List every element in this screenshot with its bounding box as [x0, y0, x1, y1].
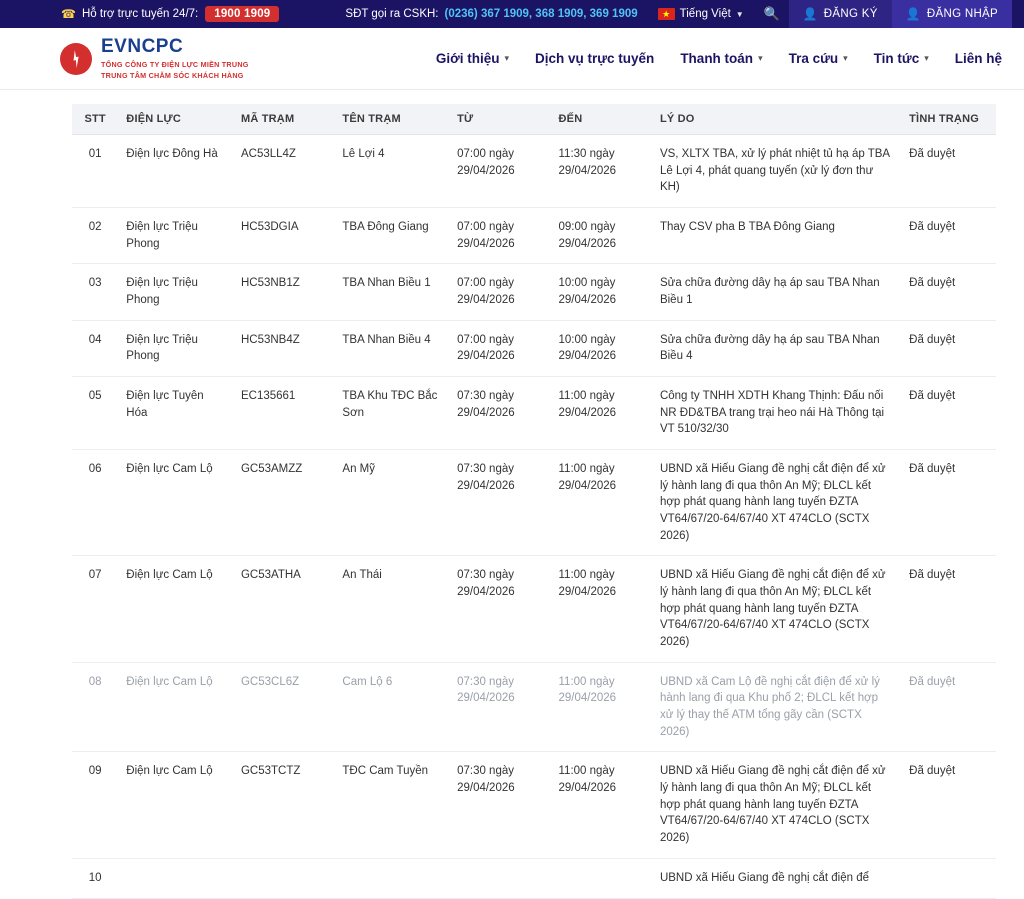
col-header-stt[interactable]: STT [72, 104, 118, 135]
language-label: Tiếng Việt [679, 8, 731, 20]
cell-ma-tram: EC135661 [233, 377, 334, 450]
table-body [72, 135, 996, 899]
nav-item-lien-he[interactable] [955, 51, 1002, 66]
cell-ma-tram: HC53NB1Z [233, 264, 334, 320]
vietnam-flag-icon: ★ [658, 8, 675, 20]
cell-ly-do: UBND xã Hiếu Giang đề nghị cắt điện để xử lý hành lang đi qua thôn An Mỹ; ĐLCL kết hợp phát quang hành lang tuyến ĐZTA VT64/67/20-64/67/40 XT 474CLO (SCTX 2026) [652, 450, 901, 556]
cell-tinh-trang: Đã duyệt [901, 556, 996, 662]
cskh-label: SĐT gọi ra CSKH: [345, 8, 439, 20]
cell-ma-tram: GC53CL6Z [233, 662, 334, 752]
col-header-dien-luc[interactable]: ĐIỆN LỰC [118, 104, 233, 135]
cell-tu: 07:00 ngày 29/04/2026 [449, 320, 550, 376]
table-row[interactable] [72, 858, 996, 898]
cell-stt: 02 [72, 208, 118, 264]
search-icon[interactable]: 🔍 [763, 6, 780, 21]
nav-label: Tra cứu [788, 51, 839, 66]
cell-stt: 09 [72, 752, 118, 858]
outage-schedule-table-area [0, 90, 1024, 899]
cell-ten-tram: An Thái [334, 556, 449, 662]
cell-tinh-trang: Đã duyệt [901, 320, 996, 376]
cell-dien-luc: Điện lực Triệu Phong [118, 208, 233, 264]
cell-den: 09:00 ngày 29/04/2026 [551, 208, 652, 264]
cell-den: 10:00 ngày 29/04/2026 [551, 320, 652, 376]
support-block [62, 6, 279, 22]
cell-tinh-trang: Đã duyệt [901, 662, 996, 752]
col-header-ten-tram[interactable]: TÊN TRẠM [334, 104, 449, 135]
register-button[interactable] [789, 0, 892, 28]
cell-tinh-trang: Đã duyệt [901, 377, 996, 450]
table-row[interactable] [72, 556, 996, 662]
cell-dien-luc: Điện lực Cam Lộ [118, 662, 233, 752]
brand-subtitle-1: TỔNG CÔNG TY ĐIỆN LỰC MIỀN TRUNG [101, 60, 249, 69]
cell-tinh-trang: Đã duyệt [901, 264, 996, 320]
cell-den: 11:00 ngày 29/04/2026 [551, 556, 652, 662]
main-nav [436, 51, 1002, 66]
cell-stt: 04 [72, 320, 118, 376]
chevron-down-icon: ▾ [924, 53, 929, 63]
nav-item-tin-tuc[interactable] [874, 51, 929, 66]
nav-label: Tin tức [873, 51, 920, 66]
cell-ly-do: VS, XLTX TBA, xử lý phát nhiệt tủ hạ áp TBA Lê Lợi 4, phát quang tuyến (xử lý đơn thư KH) [652, 135, 901, 208]
col-header-den[interactable]: ĐẾN [551, 104, 652, 135]
nav-label: Dịch vụ trực tuyến [535, 51, 655, 66]
cell-ten-tram [334, 858, 449, 898]
table-row[interactable] [72, 752, 996, 858]
cell-ly-do: Thay CSV pha B TBA Đông Giang [652, 208, 901, 264]
cell-stt: 06 [72, 450, 118, 556]
table-row[interactable] [72, 662, 996, 752]
cell-ly-do: UBND xã Hiếu Giang đề nghị cắt điện để xử lý hành lang đi qua thôn An Mỹ; ĐLCL kết hợp phát quang hành lang tuyến ĐZTA VT64/67/20-64/67/40 XT 474CLO (SCTX 2026) [652, 556, 901, 662]
cell-dien-luc: Điện lực Triệu Phong [118, 320, 233, 376]
cell-dien-luc: Điện lực Cam Lộ [118, 752, 233, 858]
cell-ten-tram: Lê Lợi 4 [334, 135, 449, 208]
cell-ma-tram: AC53LL4Z [233, 135, 334, 208]
table-row[interactable] [72, 264, 996, 320]
cell-ma-tram: GC53ATHA [233, 556, 334, 662]
col-header-tinh-trang[interactable]: TÌNH TRẠNG [901, 104, 996, 135]
col-header-tu[interactable]: TỪ [449, 104, 550, 135]
cell-dien-luc [118, 858, 233, 898]
chevron-down-icon: ▾ [758, 53, 763, 63]
table-row[interactable] [72, 135, 996, 208]
cell-tu [449, 858, 550, 898]
cell-ma-tram: GC53TCTZ [233, 752, 334, 858]
cell-ten-tram: TBA Khu TĐC Bắc Sơn [334, 377, 449, 450]
cell-ly-do: Sửa chữa đường dây hạ áp sau TBA Nhan Biều 4 [652, 320, 901, 376]
nav-label: Liên hệ [954, 51, 1002, 66]
cell-tu: 07:30 ngày 29/04/2026 [449, 752, 550, 858]
logo[interactable] [60, 37, 249, 80]
cell-ma-tram: HC53DGIA [233, 208, 334, 264]
cell-tu: 07:30 ngày 29/04/2026 [449, 377, 550, 450]
nav-item-gioi-thieu[interactable] [436, 51, 509, 66]
cell-den: 11:30 ngày 29/04/2026 [551, 135, 652, 208]
cell-ly-do: Công ty TNHH XDTH Khang Thịnh: Đấu nối NR ĐD&TBA trang trại heo nái Hà Thông tại VT 510/32/30 [652, 377, 901, 450]
cell-tinh-trang: Đã duyệt [901, 208, 996, 264]
cell-den [551, 858, 652, 898]
cell-ten-tram: TBA Nhan Biều 1 [334, 264, 449, 320]
brand-name: EVNCPC [101, 36, 184, 57]
language-switcher[interactable] [658, 8, 744, 20]
cell-tu: 07:00 ngày 29/04/2026 [449, 264, 550, 320]
nav-label: Giới thiệu [435, 51, 500, 66]
cell-ma-tram: GC53AMZZ [233, 450, 334, 556]
cell-stt: 05 [72, 377, 118, 450]
cell-ten-tram: TBA Đông Giang [334, 208, 449, 264]
evncpc-logo-icon [60, 43, 92, 75]
cell-tinh-trang: Đã duyệt [901, 450, 996, 556]
cell-ma-tram: HC53NB4Z [233, 320, 334, 376]
cell-tu: 07:30 ngày 29/04/2026 [449, 556, 550, 662]
cell-den: 11:00 ngày 29/04/2026 [551, 752, 652, 858]
cell-tu: 07:00 ngày 29/04/2026 [449, 135, 550, 208]
nav-label: Thanh toán [680, 51, 754, 66]
cell-tu: 07:30 ngày 29/04/2026 [449, 450, 550, 556]
cell-tinh-trang [901, 858, 996, 898]
support-label: Hỗ trợ trực tuyến 24/7: [82, 8, 199, 20]
chevron-down-icon: ▾ [504, 53, 509, 63]
col-header-ma-tram[interactable]: MÃ TRẠM [233, 104, 334, 135]
utility-topbar [0, 0, 1024, 28]
nav-item-tra-cuu[interactable] [789, 51, 848, 66]
chevron-down-icon: ▾ [843, 53, 848, 63]
cell-den: 11:00 ngày 29/04/2026 [551, 377, 652, 450]
cell-stt: 03 [72, 264, 118, 320]
cell-dien-luc: Điện lực Cam Lộ [118, 556, 233, 662]
topbar-actions [755, 0, 1012, 28]
cell-den: 11:00 ngày 29/04/2026 [551, 450, 652, 556]
cell-dien-luc: Điện lực Triệu Phong [118, 264, 233, 320]
cell-ly-do: UBND xã Cam Lộ đề nghị cắt điện để xử lý hành lang đi qua Khu phố 2; ĐLCL kết hợp xử lý thay thế ATM tổng gãy cần (SCTX 2026) [652, 662, 901, 752]
cell-ten-tram: TĐC Cam Tuyền [334, 752, 449, 858]
cell-den: 10:00 ngày 29/04/2026 [551, 264, 652, 320]
nav-item-dich-vu-truc-tuyen[interactable] [535, 51, 654, 66]
user-plus-icon: 👤 [802, 7, 818, 21]
cell-tinh-trang: Đã duyệt [901, 135, 996, 208]
cell-stt: 01 [72, 135, 118, 208]
table-row[interactable] [72, 208, 996, 264]
nav-item-thanh-toan[interactable] [680, 51, 762, 66]
user-icon: 👤 [905, 7, 921, 21]
cell-ten-tram: An Mỹ [334, 450, 449, 556]
outage-schedule-table [72, 104, 996, 899]
login-button[interactable] [892, 0, 1012, 28]
table-row[interactable] [72, 377, 996, 450]
phone-icon: ☎ [61, 7, 76, 21]
cell-stt: 07 [72, 556, 118, 662]
cell-ly-do: UBND xã Hiếu Giang đề nghị cắt điện để [652, 858, 901, 898]
login-label: ĐĂNG NHẬP [926, 8, 998, 20]
table-header-row [72, 104, 996, 135]
cell-stt: 08 [72, 662, 118, 752]
chevron-down-icon: ▼ [735, 9, 744, 19]
cell-ma-tram [233, 858, 334, 898]
cell-dien-luc: Điện lực Cam Lộ [118, 450, 233, 556]
brand-subtitle-2: TRUNG TÂM CHĂM SÓC KHÁCH HÀNG [101, 71, 244, 80]
site-header [0, 28, 1024, 90]
cell-ly-do: Sửa chữa đường dây hạ áp sau TBA Nhan Biều 1 [652, 264, 901, 320]
register-label: ĐĂNG KÝ [823, 8, 878, 20]
table-row[interactable] [72, 320, 996, 376]
cell-dien-luc: Điện lực Đông Hà [118, 135, 233, 208]
cskh-numbers: (0236) 367 1909, 368 1909, 369 1909 [444, 8, 638, 20]
cell-ten-tram: TBA Nhan Biều 4 [334, 320, 449, 376]
hotline-badge[interactable]: 1900 1909 [205, 6, 279, 22]
cskh-block [345, 8, 743, 20]
cell-ten-tram: Cam Lộ 6 [334, 662, 449, 752]
cell-tu: 07:30 ngày 29/04/2026 [449, 662, 550, 752]
cell-ly-do: UBND xã Hiếu Giang đề nghị cắt điện để xử lý hành lang đi qua thôn An Mỹ; ĐLCL kết hợp phát quang hành lang tuyến ĐZTA VT64/67/20-64/67/40 XT 474CLO (SCTX 2026) [652, 752, 901, 858]
cell-stt: 10 [72, 858, 118, 898]
table-row[interactable] [72, 450, 996, 556]
col-header-ly-do[interactable]: LÝ DO [652, 104, 901, 135]
cell-dien-luc: Điện lực Tuyên Hóa [118, 377, 233, 450]
cell-tinh-trang: Đã duyệt [901, 752, 996, 858]
cell-tu: 07:00 ngày 29/04/2026 [449, 208, 550, 264]
cell-den: 11:00 ngày 29/04/2026 [551, 662, 652, 752]
table-head [72, 104, 996, 135]
